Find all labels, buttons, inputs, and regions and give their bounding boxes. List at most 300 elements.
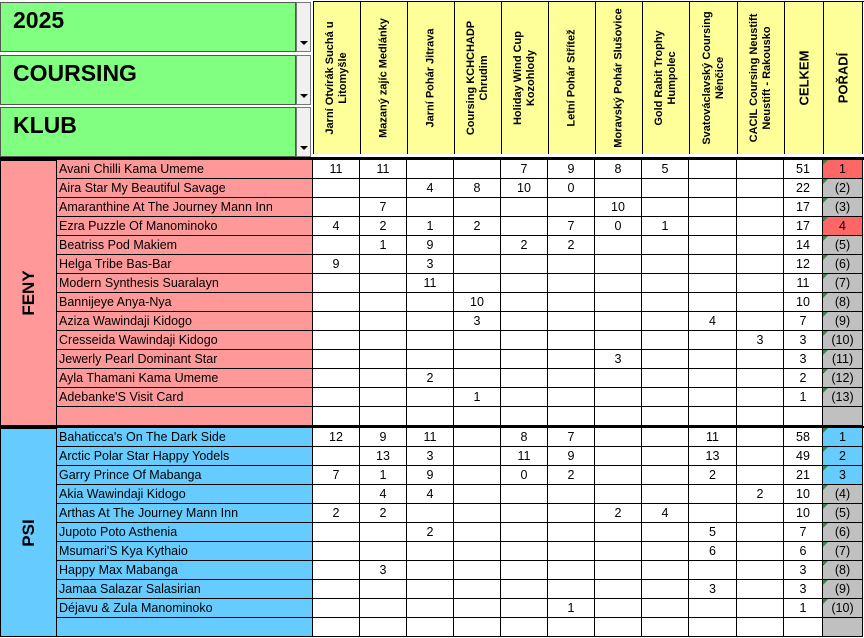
score-cell[interactable]	[454, 447, 501, 466]
score-cell[interactable]	[595, 523, 642, 542]
dog-name[interactable]: Helga Tribe Bas-Bar	[57, 255, 313, 274]
total-cell[interactable]: 58	[784, 428, 823, 447]
score-cell[interactable]: 2	[360, 504, 407, 523]
score-cell[interactable]	[737, 447, 784, 466]
score-cell[interactable]	[595, 599, 642, 618]
score-cell[interactable]	[689, 369, 737, 388]
score-cell[interactable]	[501, 293, 548, 312]
score-cell[interactable]: 11	[407, 274, 454, 293]
score-cell[interactable]	[313, 599, 360, 618]
score-cell[interactable]: 7	[548, 217, 595, 236]
score-cell[interactable]	[737, 198, 784, 217]
score-cell[interactable]: 13	[689, 447, 737, 466]
rank-cell[interactable]: (3)	[823, 198, 863, 217]
score-cell[interactable]	[689, 331, 737, 350]
score-cell[interactable]	[737, 523, 784, 542]
score-cell[interactable]	[313, 407, 360, 426]
score-cell[interactable]	[548, 331, 595, 350]
rank-cell[interactable]: (12)	[823, 369, 863, 388]
score-cell[interactable]: 1	[548, 599, 595, 618]
score-cell[interactable]	[360, 179, 407, 198]
score-cell[interactable]	[501, 504, 548, 523]
total-cell[interactable]: 21	[784, 466, 823, 485]
score-cell[interactable]: 7	[501, 160, 548, 179]
dog-name[interactable]: Bannijeye Anya-Nya	[57, 293, 313, 312]
dog-name[interactable]: Amaranthine At The Journey Mann Inn	[57, 198, 313, 217]
score-cell[interactable]	[548, 255, 595, 274]
score-cell[interactable]	[642, 428, 689, 447]
total-cell[interactable]: 17	[784, 198, 823, 217]
score-cell[interactable]: 6	[689, 542, 737, 561]
score-cell[interactable]: 0	[501, 466, 548, 485]
score-cell[interactable]	[737, 350, 784, 369]
score-cell[interactable]	[595, 447, 642, 466]
score-cell[interactable]	[313, 350, 360, 369]
score-cell[interactable]	[501, 580, 548, 599]
score-cell[interactable]	[360, 542, 407, 561]
score-cell[interactable]	[689, 179, 737, 198]
score-cell[interactable]	[737, 504, 784, 523]
score-cell[interactable]	[689, 293, 737, 312]
score-cell[interactable]	[737, 542, 784, 561]
score-cell[interactable]	[595, 428, 642, 447]
rank-cell[interactable]: (9)	[823, 580, 863, 599]
score-cell[interactable]	[313, 198, 360, 217]
score-cell[interactable]	[737, 293, 784, 312]
score-cell[interactable]	[548, 485, 595, 504]
score-cell[interactable]: 7	[548, 428, 595, 447]
score-cell[interactable]	[313, 274, 360, 293]
score-cell[interactable]	[501, 350, 548, 369]
score-cell[interactable]	[313, 312, 360, 331]
score-cell[interactable]	[737, 561, 784, 580]
score-cell[interactable]: 2	[360, 217, 407, 236]
score-cell[interactable]	[548, 274, 595, 293]
score-cell[interactable]	[642, 388, 689, 407]
score-cell[interactable]	[689, 407, 737, 426]
score-cell[interactable]: 4	[407, 485, 454, 504]
score-cell[interactable]: 3	[689, 580, 737, 599]
score-cell[interactable]	[501, 523, 548, 542]
score-cell[interactable]	[595, 293, 642, 312]
score-cell[interactable]	[454, 618, 501, 637]
dog-name[interactable]: Bahaticca's On The Dark Side	[57, 428, 313, 447]
score-cell[interactable]	[501, 542, 548, 561]
score-cell[interactable]: 11	[407, 428, 454, 447]
score-cell[interactable]	[548, 618, 595, 637]
total-cell[interactable]: 49	[784, 447, 823, 466]
score-cell[interactable]	[313, 580, 360, 599]
score-cell[interactable]	[454, 504, 501, 523]
score-cell[interactable]: 4	[407, 179, 454, 198]
score-cell[interactable]: 10	[501, 179, 548, 198]
score-cell[interactable]	[360, 618, 407, 637]
dog-name[interactable]: Modern Synthesis Suaralayn	[57, 274, 313, 293]
score-cell[interactable]	[737, 369, 784, 388]
rank-cell[interactable]: (11)	[823, 350, 863, 369]
score-cell[interactable]: 2	[548, 466, 595, 485]
score-cell[interactable]	[407, 561, 454, 580]
score-cell[interactable]: 5	[642, 160, 689, 179]
score-cell[interactable]	[407, 504, 454, 523]
score-cell[interactable]	[501, 198, 548, 217]
total-cell[interactable]: 12	[784, 255, 823, 274]
score-cell[interactable]	[642, 350, 689, 369]
dog-name[interactable]: Jupoto Poto Asthenia	[57, 523, 313, 542]
score-cell[interactable]	[360, 274, 407, 293]
score-cell[interactable]: 11	[313, 160, 360, 179]
rank-cell[interactable]: (5)	[823, 236, 863, 255]
score-cell[interactable]	[454, 485, 501, 504]
dog-name[interactable]: Arthas At The Journey Mann Inn	[57, 504, 313, 523]
score-cell[interactable]	[642, 580, 689, 599]
score-cell[interactable]	[642, 198, 689, 217]
score-cell[interactable]	[360, 523, 407, 542]
rank-cell[interactable]: (8)	[823, 561, 863, 580]
score-cell[interactable]	[737, 217, 784, 236]
score-cell[interactable]	[360, 369, 407, 388]
score-cell[interactable]	[689, 599, 737, 618]
club-dropdown[interactable]	[0, 107, 312, 159]
score-cell[interactable]	[642, 179, 689, 198]
score-cell[interactable]: 3	[407, 447, 454, 466]
score-cell[interactable]	[689, 388, 737, 407]
score-cell[interactable]	[407, 293, 454, 312]
score-cell[interactable]	[642, 312, 689, 331]
score-cell[interactable]: 4	[642, 504, 689, 523]
score-cell[interactable]: 11	[689, 428, 737, 447]
score-cell[interactable]	[501, 312, 548, 331]
score-cell[interactable]	[642, 561, 689, 580]
score-cell[interactable]: 1	[360, 236, 407, 255]
score-cell[interactable]: 8	[501, 428, 548, 447]
score-cell[interactable]	[407, 350, 454, 369]
rank-cell[interactable]: (7)	[823, 274, 863, 293]
score-cell[interactable]: 10	[454, 293, 501, 312]
score-cell[interactable]: 2	[595, 504, 642, 523]
score-cell[interactable]	[689, 350, 737, 369]
score-cell[interactable]	[595, 485, 642, 504]
score-cell[interactable]	[548, 350, 595, 369]
score-cell[interactable]	[454, 561, 501, 580]
total-cell[interactable]: 10	[784, 485, 823, 504]
score-cell[interactable]	[360, 407, 407, 426]
score-cell[interactable]	[689, 236, 737, 255]
rank-cell[interactable]: (13)	[823, 388, 863, 407]
score-cell[interactable]	[454, 198, 501, 217]
score-cell[interactable]: 13	[360, 447, 407, 466]
club-dropdown-field[interactable]	[0, 107, 296, 157]
score-cell[interactable]: 2	[501, 236, 548, 255]
rank-cell[interactable]: 2	[823, 447, 863, 466]
score-cell[interactable]	[454, 369, 501, 388]
score-cell[interactable]	[689, 198, 737, 217]
score-cell[interactable]: 0	[548, 179, 595, 198]
score-cell[interactable]: 4	[313, 217, 360, 236]
score-cell[interactable]: 9	[407, 236, 454, 255]
score-cell[interactable]	[407, 599, 454, 618]
score-cell[interactable]: 11	[501, 447, 548, 466]
score-cell[interactable]	[737, 179, 784, 198]
rank-cell[interactable]: (10)	[823, 599, 863, 618]
score-cell[interactable]	[407, 312, 454, 331]
total-cell[interactable]: 1	[784, 388, 823, 407]
score-cell[interactable]	[501, 388, 548, 407]
score-cell[interactable]: 0	[595, 217, 642, 236]
score-cell[interactable]: 9	[313, 255, 360, 274]
score-cell[interactable]	[313, 447, 360, 466]
dog-name[interactable]: Aziza Wawindaji Kidogo	[57, 312, 313, 331]
rank-cell[interactable]: 1	[823, 428, 863, 447]
score-cell[interactable]	[689, 274, 737, 293]
score-cell[interactable]	[548, 312, 595, 331]
type-dropdown-field[interactable]	[0, 55, 296, 105]
score-cell[interactable]	[313, 369, 360, 388]
rank-cell[interactable]: (6)	[823, 255, 863, 274]
score-cell[interactable]	[642, 236, 689, 255]
score-cell[interactable]	[501, 561, 548, 580]
score-cell[interactable]	[595, 561, 642, 580]
score-cell[interactable]: 1	[642, 217, 689, 236]
total-cell[interactable]: 14	[784, 236, 823, 255]
rank-cell[interactable]: (7)	[823, 542, 863, 561]
rank-cell[interactable]: 4	[823, 217, 863, 236]
dog-name[interactable]	[57, 618, 313, 637]
score-cell[interactable]	[454, 466, 501, 485]
score-cell[interactable]	[313, 542, 360, 561]
score-cell[interactable]	[548, 561, 595, 580]
score-cell[interactable]	[360, 331, 407, 350]
rank-cell[interactable]: (6)	[823, 523, 863, 542]
score-cell[interactable]	[501, 369, 548, 388]
score-cell[interactable]	[737, 255, 784, 274]
total-cell[interactable]: 3	[784, 350, 823, 369]
score-cell[interactable]: 7	[313, 466, 360, 485]
score-cell[interactable]: 5	[689, 523, 737, 542]
score-cell[interactable]	[737, 618, 784, 637]
total-cell[interactable]: 10	[784, 504, 823, 523]
score-cell[interactable]	[454, 599, 501, 618]
total-cell[interactable]: 7	[784, 312, 823, 331]
score-cell[interactable]	[642, 447, 689, 466]
score-cell[interactable]	[737, 160, 784, 179]
rank-cell[interactable]: (4)	[823, 485, 863, 504]
score-cell[interactable]	[407, 160, 454, 179]
score-cell[interactable]	[642, 369, 689, 388]
score-cell[interactable]	[595, 618, 642, 637]
score-cell[interactable]	[737, 407, 784, 426]
score-cell[interactable]	[454, 255, 501, 274]
score-cell[interactable]	[642, 523, 689, 542]
score-cell[interactable]	[313, 236, 360, 255]
score-cell[interactable]	[501, 407, 548, 426]
score-cell[interactable]	[501, 485, 548, 504]
rank-cell[interactable]: (10)	[823, 331, 863, 350]
dog-name[interactable]: Avani Chilli Kama Umeme	[57, 160, 313, 179]
score-cell[interactable]	[548, 293, 595, 312]
score-cell[interactable]	[737, 466, 784, 485]
total-cell[interactable]: 51	[784, 160, 823, 179]
rank-cell[interactable]: (5)	[823, 504, 863, 523]
total-cell[interactable]: 22	[784, 179, 823, 198]
score-cell[interactable]: 2	[737, 485, 784, 504]
score-cell[interactable]	[595, 580, 642, 599]
score-cell[interactable]	[360, 388, 407, 407]
score-cell[interactable]	[360, 350, 407, 369]
score-cell[interactable]	[454, 580, 501, 599]
score-cell[interactable]	[313, 179, 360, 198]
score-cell[interactable]	[548, 523, 595, 542]
score-cell[interactable]: 11	[360, 160, 407, 179]
score-cell[interactable]: 3	[595, 350, 642, 369]
score-cell[interactable]: 8	[454, 179, 501, 198]
total-cell[interactable]	[784, 407, 823, 426]
score-cell[interactable]	[548, 580, 595, 599]
score-cell[interactable]	[595, 542, 642, 561]
score-cell[interactable]: 2	[689, 466, 737, 485]
score-cell[interactable]	[548, 388, 595, 407]
score-cell[interactable]: 2	[454, 217, 501, 236]
score-cell[interactable]	[737, 388, 784, 407]
score-cell[interactable]	[501, 255, 548, 274]
dog-name[interactable]: Beatriss Pod Makiem	[57, 236, 313, 255]
dog-name[interactable]: Happy Max Mabanga	[57, 561, 313, 580]
score-cell[interactable]	[454, 523, 501, 542]
score-cell[interactable]	[454, 160, 501, 179]
score-cell[interactable]	[454, 274, 501, 293]
score-cell[interactable]	[642, 255, 689, 274]
score-cell[interactable]	[407, 331, 454, 350]
score-cell[interactable]	[642, 407, 689, 426]
dog-name[interactable]: Ezra Puzzle Of Manominoko	[57, 217, 313, 236]
score-cell[interactable]: 3	[407, 255, 454, 274]
score-cell[interactable]	[595, 179, 642, 198]
score-cell[interactable]	[595, 255, 642, 274]
score-cell[interactable]: 10	[595, 198, 642, 217]
score-cell[interactable]: 7	[360, 198, 407, 217]
score-cell[interactable]	[595, 274, 642, 293]
dog-name[interactable]: Adebanke'S Visit Card	[57, 388, 313, 407]
dog-name[interactable]: Ayla Thamani Kama Umeme	[57, 369, 313, 388]
score-cell[interactable]	[689, 618, 737, 637]
score-cell[interactable]	[454, 350, 501, 369]
score-cell[interactable]: 3	[360, 561, 407, 580]
score-cell[interactable]: 2	[313, 504, 360, 523]
score-cell[interactable]	[548, 407, 595, 426]
total-cell[interactable]: 3	[784, 580, 823, 599]
score-cell[interactable]	[689, 504, 737, 523]
score-cell[interactable]	[595, 312, 642, 331]
score-cell[interactable]: 12	[313, 428, 360, 447]
score-cell[interactable]	[595, 369, 642, 388]
dog-name[interactable]: Aira Star My Beautiful Savage	[57, 179, 313, 198]
score-cell[interactable]: 8	[595, 160, 642, 179]
score-cell[interactable]	[595, 388, 642, 407]
score-cell[interactable]	[501, 599, 548, 618]
score-cell[interactable]	[548, 504, 595, 523]
total-cell[interactable]: 17	[784, 217, 823, 236]
score-cell[interactable]	[407, 388, 454, 407]
score-cell[interactable]	[360, 599, 407, 618]
score-cell[interactable]: 3	[454, 312, 501, 331]
total-cell[interactable]: 7	[784, 523, 823, 542]
score-cell[interactable]: 9	[548, 160, 595, 179]
year-dropdown-field[interactable]	[0, 2, 296, 52]
score-cell[interactable]	[689, 561, 737, 580]
score-cell[interactable]	[407, 407, 454, 426]
score-cell[interactable]	[313, 293, 360, 312]
score-cell[interactable]	[595, 331, 642, 350]
score-cell[interactable]	[689, 255, 737, 274]
score-cell[interactable]	[689, 485, 737, 504]
score-cell[interactable]: 2	[407, 369, 454, 388]
total-cell[interactable]: 2	[784, 369, 823, 388]
dog-name[interactable]: Arctic Polar Star Happy Yodels	[57, 447, 313, 466]
score-cell[interactable]	[737, 236, 784, 255]
score-cell[interactable]	[548, 542, 595, 561]
score-cell[interactable]: 4	[360, 485, 407, 504]
score-cell[interactable]: 1	[360, 466, 407, 485]
score-cell[interactable]	[501, 331, 548, 350]
score-cell[interactable]	[360, 312, 407, 331]
score-cell[interactable]	[501, 217, 548, 236]
score-cell[interactable]	[454, 331, 501, 350]
score-cell[interactable]	[642, 542, 689, 561]
score-cell[interactable]	[595, 407, 642, 426]
score-cell[interactable]	[501, 274, 548, 293]
score-cell[interactable]	[548, 198, 595, 217]
rank-cell[interactable]	[823, 407, 863, 426]
total-cell[interactable]: 6	[784, 542, 823, 561]
total-cell[interactable]: 11	[784, 274, 823, 293]
score-cell[interactable]	[737, 580, 784, 599]
total-cell[interactable]: 1	[784, 599, 823, 618]
score-cell[interactable]	[642, 485, 689, 504]
score-cell[interactable]	[454, 542, 501, 561]
total-cell[interactable]: 3	[784, 331, 823, 350]
score-cell[interactable]: 2	[548, 236, 595, 255]
score-cell[interactable]	[737, 428, 784, 447]
score-cell[interactable]: 9	[360, 428, 407, 447]
year-dropdown[interactable]	[0, 2, 312, 54]
dog-name[interactable]: Jamaa Salazar Salasirian	[57, 580, 313, 599]
score-cell[interactable]	[313, 561, 360, 580]
score-cell[interactable]	[313, 485, 360, 504]
dog-name[interactable]	[57, 407, 313, 426]
rank-cell[interactable]: 3	[823, 466, 863, 485]
rank-cell[interactable]: 1	[823, 160, 863, 179]
rank-cell[interactable]: (9)	[823, 312, 863, 331]
score-cell[interactable]	[313, 618, 360, 637]
score-cell[interactable]	[548, 369, 595, 388]
score-cell[interactable]	[595, 466, 642, 485]
dog-name[interactable]: Déjavu & Zula Manominoko	[57, 599, 313, 618]
score-cell[interactable]	[313, 331, 360, 350]
score-cell[interactable]: 4	[689, 312, 737, 331]
total-cell[interactable]	[784, 618, 823, 637]
score-cell[interactable]	[501, 618, 548, 637]
score-cell[interactable]	[689, 217, 737, 236]
dog-name[interactable]: Jewerly Pearl Dominant Star	[57, 350, 313, 369]
rank-cell[interactable]: (2)	[823, 179, 863, 198]
score-cell[interactable]	[595, 236, 642, 255]
score-cell[interactable]	[407, 580, 454, 599]
dog-name[interactable]: Garry Prince Of Mabanga	[57, 466, 313, 485]
score-cell[interactable]	[360, 580, 407, 599]
score-cell[interactable]	[737, 312, 784, 331]
score-cell[interactable]	[454, 407, 501, 426]
score-cell[interactable]	[737, 599, 784, 618]
